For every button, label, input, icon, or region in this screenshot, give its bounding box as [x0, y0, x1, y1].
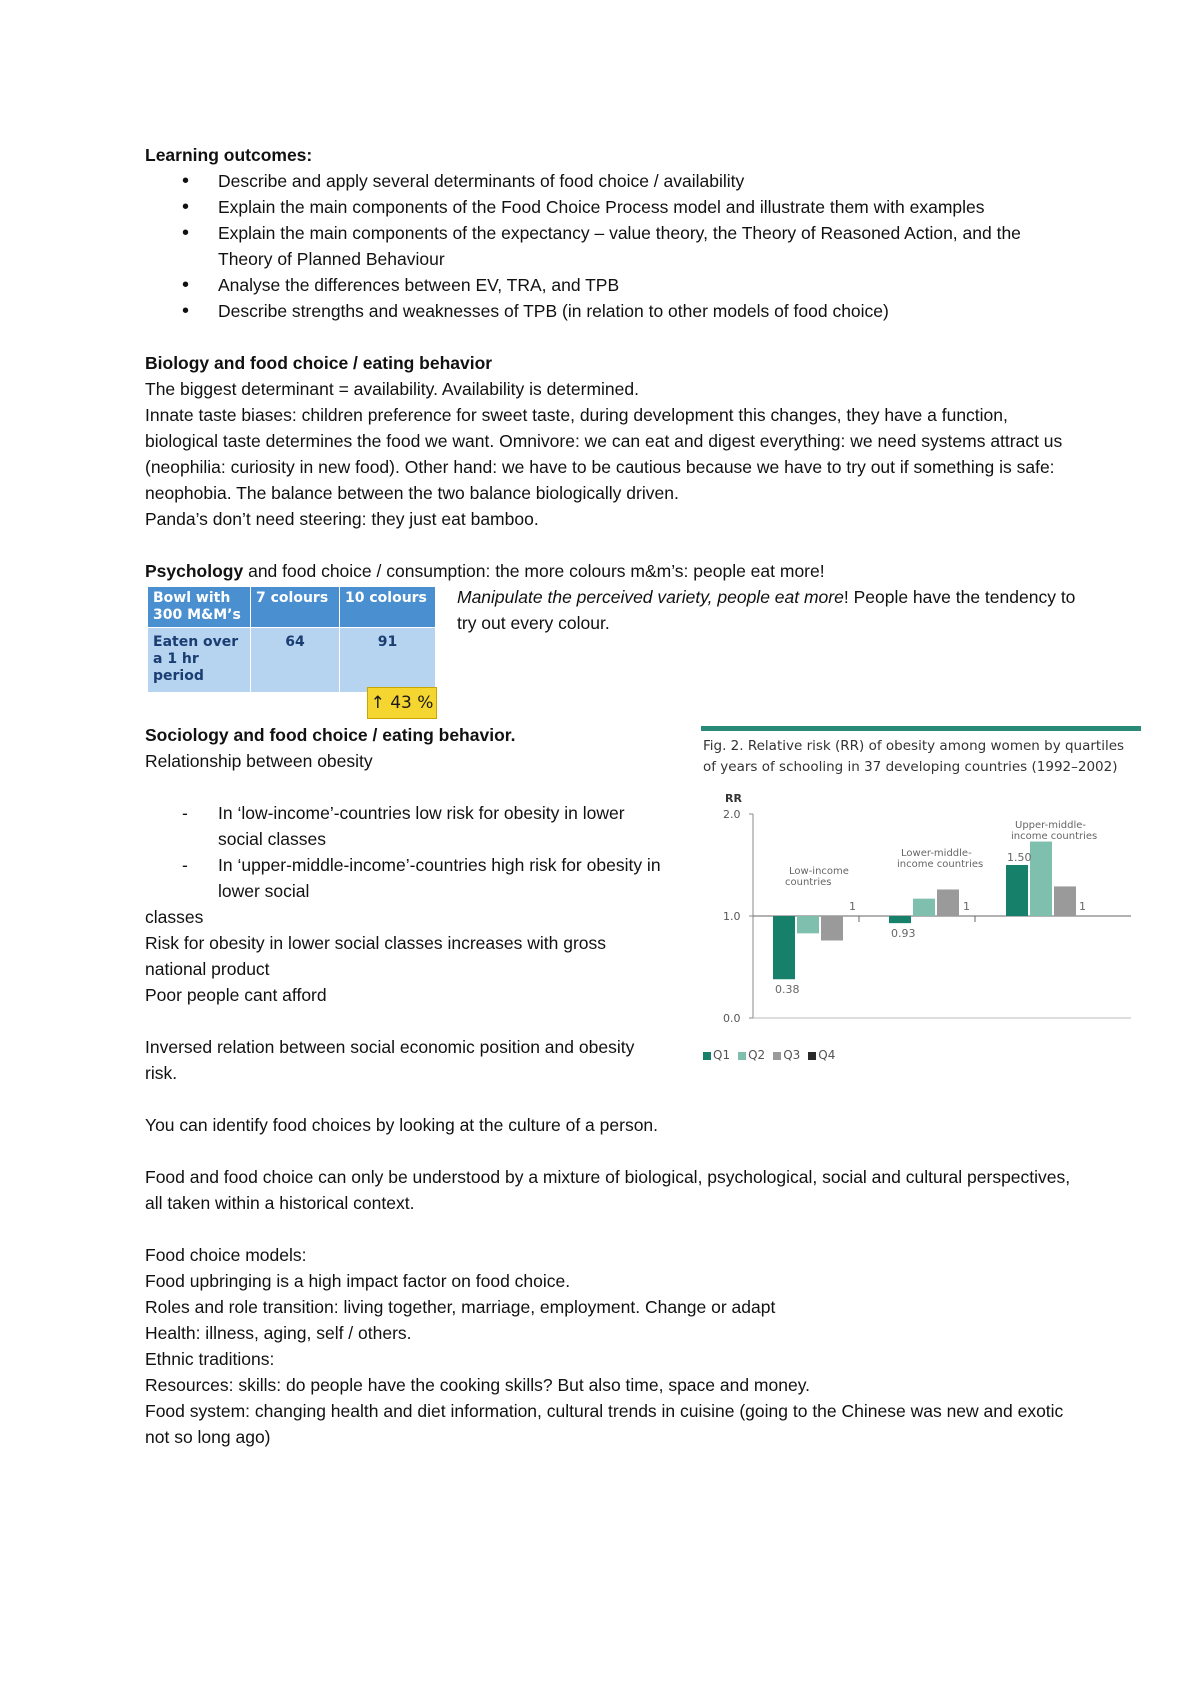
list-item: • Analyse the differences between EV, TRA, and TPB — [145, 272, 1075, 298]
paragraph: Panda’s don’t need steering: they just eat bamboo. — [145, 509, 539, 529]
document-page — [145, 142, 1125, 1450]
bar-q1 — [773, 916, 795, 979]
legend-swatch — [773, 1052, 781, 1060]
paragraph: classes — [145, 907, 204, 927]
psychology-heading: Psychology and food choice / consumption: the more colours m&m’s: people eat more! — [145, 561, 825, 581]
legend-item — [773, 1048, 800, 1062]
paragraph: Ethnic traditions: — [145, 1349, 275, 1369]
paragraph: You can identify food choices by looking at the culture of a person. — [145, 1115, 659, 1135]
list-item: • Describe and apply several determinants of food choice / availability — [145, 168, 1075, 194]
list-item: • Describe strengths and weaknesses of TPB (in relation to other models of food choice) — [145, 298, 1075, 324]
legend-item — [808, 1048, 835, 1062]
figure-top-rule — [701, 726, 1141, 731]
table-cell: 91 — [340, 628, 436, 693]
paragraph: The biggest determinant = availability. Availability is determined. — [145, 379, 639, 399]
list-item: - In ‘upper-middle-income’-countries high risk for obesity in lower social — [145, 852, 665, 904]
data-label: 0.38 — [775, 983, 800, 997]
bar-q2 — [913, 899, 935, 916]
paragraph: Inversed relation between social economic position and obesity risk. — [145, 1037, 635, 1083]
category-label: Lower-middle-income countries — [897, 848, 984, 870]
mm-section — [145, 584, 1075, 722]
legend-label: Q3 — [783, 1048, 801, 1062]
obesity-figure — [701, 726, 1141, 1066]
bar-q2 — [1030, 842, 1052, 916]
legend-swatch — [738, 1052, 746, 1060]
paragraph: Food upbringing is a high impact factor on food choice. — [145, 1271, 571, 1291]
legend-swatch — [808, 1052, 816, 1060]
data-label: 1 — [849, 900, 856, 913]
category-label: Upper-middle-income countries — [1011, 820, 1098, 842]
paragraph: Health: illness, aging, self / others. — [145, 1323, 412, 1343]
table-header: Bowl with 300 M&M’s — [148, 587, 251, 628]
list-item: • Explain the main components of the Food Choice Process model and illustrate them with examples — [145, 194, 1075, 220]
learning-list — [145, 168, 1075, 324]
category-label: Low-income countries — [785, 866, 849, 888]
bar-q2 — [797, 916, 819, 933]
table-cell: Eaten over a 1 hr period — [148, 628, 251, 693]
legend-item — [703, 1048, 730, 1062]
bar-q1 — [889, 916, 911, 923]
paragraph: Innate taste biases: children preference for sweet taste, during development this changes, they have a function, biological taste determines the food we want. Omnivore: we can eat and digest everything: we need systems attract us (neophilia: curiosity in new food). Other hand: we have to be cautious because we have to try out if something is safe: neophobia. The balance between the two balance biologically driven. — [145, 405, 1063, 503]
paragraph: Food and food choice can only be understood by a mixture of biological, psychological, social and cultural perspectives, all taken within a historical context. — [145, 1167, 1071, 1213]
chart-legend — [703, 1042, 843, 1068]
bar-q3 — [937, 889, 959, 916]
paragraph: Food system: changing health and diet information, cultural trends in cuisine (going to the Chinese was new and exotic not so long ago) — [145, 1401, 1064, 1447]
list-item: • Explain the main components of the expectancy – value theory, the Theory of Reasoned Action, and the Theory of Planned Behaviour — [145, 220, 1075, 272]
list-item: - In ‘low-income’-countries low risk for obesity in lower social classes — [145, 800, 665, 852]
data-label: 0.93 — [891, 927, 916, 941]
learning-heading: Learning outcomes: — [145, 145, 313, 165]
bar-q3 — [821, 916, 843, 940]
paragraph: Resources: skills: do people have the cooking skills? But also time, space and money. — [145, 1375, 811, 1395]
table-cell: 64 — [251, 628, 340, 693]
increase-badge: ↑ 43 % — [367, 687, 437, 719]
biology-heading: Biology and food choice / eating behavior — [145, 353, 493, 373]
bar-q1 — [1006, 865, 1028, 916]
figure-title: Fig. 2. Relative risk (RR) of obesity among women by quartiles of years of schooling in 37 developing countries (1992–2002) — [703, 738, 1125, 775]
sociology-section — [145, 722, 1125, 1086]
legend-item — [738, 1048, 765, 1062]
legend-label: Q1 — [713, 1048, 731, 1062]
table-header: 10 colours — [340, 587, 436, 628]
data-label: 1 — [963, 900, 970, 913]
y-tick-label: 1.0 — [723, 910, 741, 923]
data-label: 1.50 — [1007, 851, 1032, 864]
mm-note: Manipulate the perceived variety, people eat more! People have the tendency to try out every colour. — [457, 587, 1076, 633]
table-header: 7 colours — [251, 587, 340, 628]
legend-swatch — [703, 1052, 711, 1060]
paragraph: Roles and role transition: living together, marriage, employment. Change or adapt — [145, 1297, 776, 1317]
y-tick-label: 0.0 — [723, 1012, 741, 1025]
sociology-list — [145, 800, 665, 904]
legend-label: Q2 — [748, 1048, 766, 1062]
mm-table — [147, 586, 436, 693]
models-heading: Food choice models: — [145, 1245, 307, 1265]
bar-q3 — [1054, 886, 1076, 916]
paragraph: Risk for obesity in lower social classes increases with gross national product — [145, 933, 606, 979]
paragraph: Relationship between obesity — [145, 751, 373, 771]
legend-label: Q4 — [818, 1048, 836, 1062]
obesity-chart — [701, 786, 1141, 1036]
paragraph: Poor people cant afford — [145, 985, 327, 1005]
data-label: 1 — [1079, 900, 1086, 913]
sociology-heading: Sociology and food choice / eating behavior. — [145, 725, 516, 745]
y-tick-label: 2.0 — [723, 808, 741, 821]
y-axis-label: RR — [725, 792, 742, 805]
